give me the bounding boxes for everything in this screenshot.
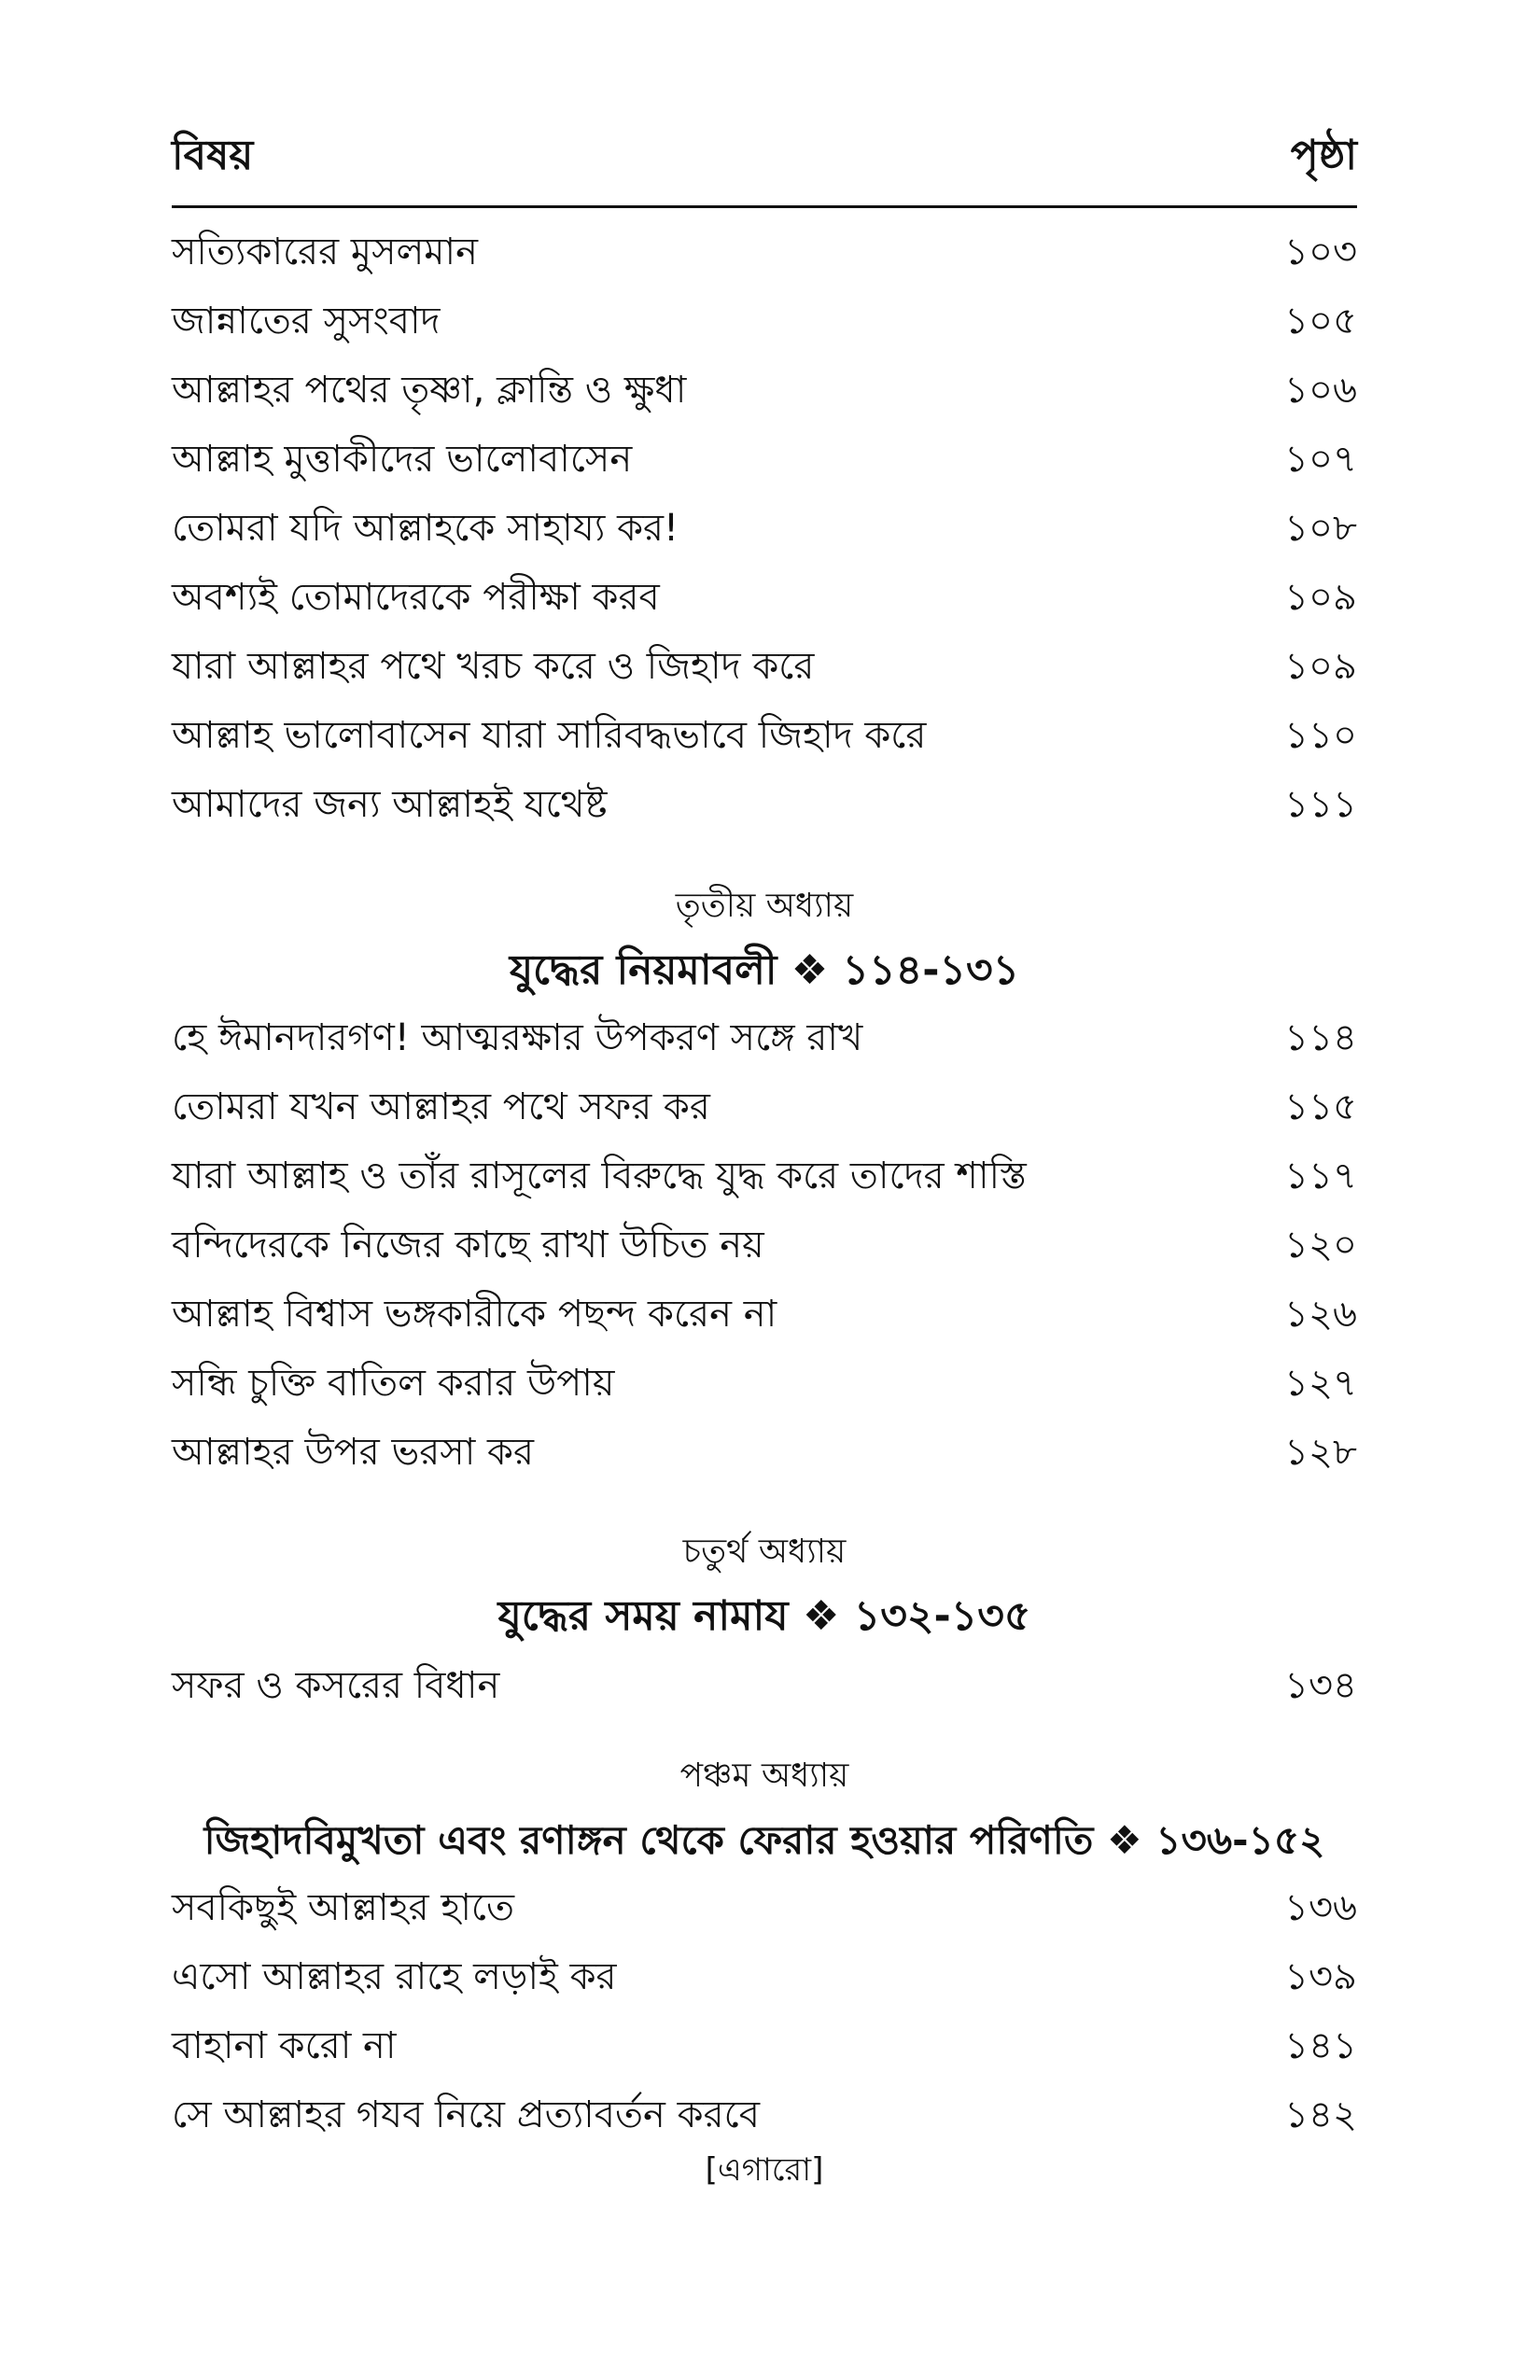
toc-entry (172, 500, 1357, 556)
entry-page: ১১৫ (1284, 1085, 1357, 1128)
entry-title: এসো আল্লাহর রাহে লড়াই কর (172, 1955, 617, 1998)
entry-title: আল্লাহর পথের তৃষ্ণা, ক্লান্তি ও ক্ষুধা (172, 369, 687, 412)
entry-page: ১০৭ (1284, 438, 1357, 481)
toc-entry (172, 1949, 1357, 2005)
toc-entry (172, 2018, 1357, 2074)
entry-page: ১৩৯ (1284, 1955, 1357, 1998)
entry-title: সে আল্লাহর গযব নিয়ে প্রত্যাবর্তন করবে (172, 2093, 760, 2136)
toc-entry (172, 707, 1357, 763)
entry-title: আমাদের জন্য আল্লাহই যথেষ্ট (172, 783, 608, 826)
toc-entry (172, 1880, 1357, 1936)
chapter-3-label: তৃতীয় অধ্যায় (675, 887, 854, 925)
entry-page: ১৩৪ (1284, 1664, 1357, 1707)
entry-page: ১০৯ (1284, 645, 1357, 688)
entry-page: ১১০ (1284, 714, 1357, 757)
chapter-4-title: যুদ্ধের সময় নামায ❖ ১৩২-১৩৫ (497, 1592, 1031, 1640)
entry-title: আল্লাহর উপর ভরসা কর (172, 1431, 535, 1474)
entry-title: সফর ও কসরের বিধান (172, 1664, 500, 1707)
entry-title: বন্দিদেরকে নিজের কাছে রাখা উচিত নয় (172, 1224, 764, 1267)
entry-title: তোমরা যদি আল্লাহকে সাহায্য কর! (172, 507, 679, 550)
page-number-marker: [এগারো] (705, 2151, 824, 2189)
entry-page: ১০৬ (1284, 369, 1357, 412)
entry-page: ১০৫ (1284, 300, 1357, 343)
entry-title: যারা আল্লাহর পথে খরচ করে ও জিহাদ করে (172, 645, 815, 688)
toc-entry (172, 1217, 1357, 1273)
toc-entry (172, 2087, 1357, 2143)
entry-title: আল্লাহ মুত্তাকীদের ভালোবাসেন (172, 438, 633, 481)
toc-entry (172, 569, 1357, 625)
toc-header (172, 131, 1357, 208)
entry-title: সন্ধি চুক্তি বাতিল করার উপায় (172, 1362, 615, 1405)
entry-title: আল্লাহ ভালোবাসেন যারা সারিবদ্ধভাবে জিহাদ করে (172, 714, 927, 757)
entry-page: ১২৬ (1284, 1293, 1357, 1336)
entry-title: জান্নাতের সুসংবাদ (172, 300, 441, 343)
toc-entry (172, 1424, 1357, 1480)
chapter-5-label: পঞ্চম অধ্যায় (679, 1757, 849, 1795)
entry-page: ১০৮ (1284, 507, 1357, 550)
entry-title: যারা আল্লাহ ও তাঁর রাসূলের বিরুদ্ধে যুদ্ধ করে তাদের শাস্তি (172, 1155, 1027, 1197)
entry-page: ১৪১ (1284, 2024, 1357, 2067)
entry-page: ১২৭ (1284, 1362, 1357, 1405)
toc-entry (172, 1148, 1357, 1204)
entry-title: সত্যিকারের মুসলমান (172, 231, 478, 273)
toc-entry (172, 224, 1357, 280)
entry-title: আল্লাহ বিশ্বাস ভঙ্গকারীকে পছন্দ করেন না (172, 1293, 777, 1336)
entry-page: ১১৭ (1284, 1155, 1357, 1197)
toc-entry (172, 362, 1357, 418)
toc-entry (172, 777, 1357, 833)
toc-entry (172, 1079, 1357, 1135)
chapter-3-title: যুদ্ধের নিয়মাবলী ❖ ১১৪-১৩১ (509, 946, 1020, 994)
toc-entry (172, 1355, 1357, 1411)
toc-page (172, 0, 1357, 2380)
toc-entry (172, 431, 1357, 487)
entry-page: ১৩৬ (1284, 1886, 1357, 1929)
subject-column-label: বিষয় (172, 132, 254, 179)
entry-title: অবশ্যই তোমাদেরকে পরীক্ষা করব (172, 576, 660, 619)
toc-entry (172, 293, 1357, 349)
toc-entry (172, 1010, 1357, 1066)
entry-page: ১১৪ (1284, 1016, 1357, 1059)
page-column-label: পৃষ্ঠা (1290, 132, 1357, 179)
entry-page: ১৪২ (1284, 2093, 1357, 2136)
entry-title: তোমরা যখন আল্লাহর পথে সফর কর (172, 1085, 710, 1128)
toc-entry (172, 1658, 1357, 1714)
entry-page: ১২০ (1284, 1224, 1357, 1267)
toc-entry (172, 1286, 1357, 1342)
entry-title: হে ঈমানদারগণ! আত্মরক্ষার উপকরণ সঙ্গে রাখ (172, 1016, 863, 1059)
chapter-4-label: চতুর্থ অধ্যায় (682, 1533, 847, 1571)
chapter-5-title: জিহাদবিমুখতা এবং রণাঙ্গন থেকে ফেরার হওয়ার পরিণতি ❖ ১৩৬-১৫২ (203, 1817, 1325, 1863)
entry-page: ১০৯ (1284, 576, 1357, 619)
entry-title: বাহানা করো না (172, 2024, 397, 2067)
entry-page: ১০৩ (1284, 231, 1357, 273)
entry-title: সবকিছুই আল্লাহর হাতে (172, 1886, 515, 1929)
entry-page: ১২৮ (1284, 1431, 1357, 1474)
toc-entry (172, 638, 1357, 694)
entry-page: ১১১ (1284, 783, 1357, 826)
